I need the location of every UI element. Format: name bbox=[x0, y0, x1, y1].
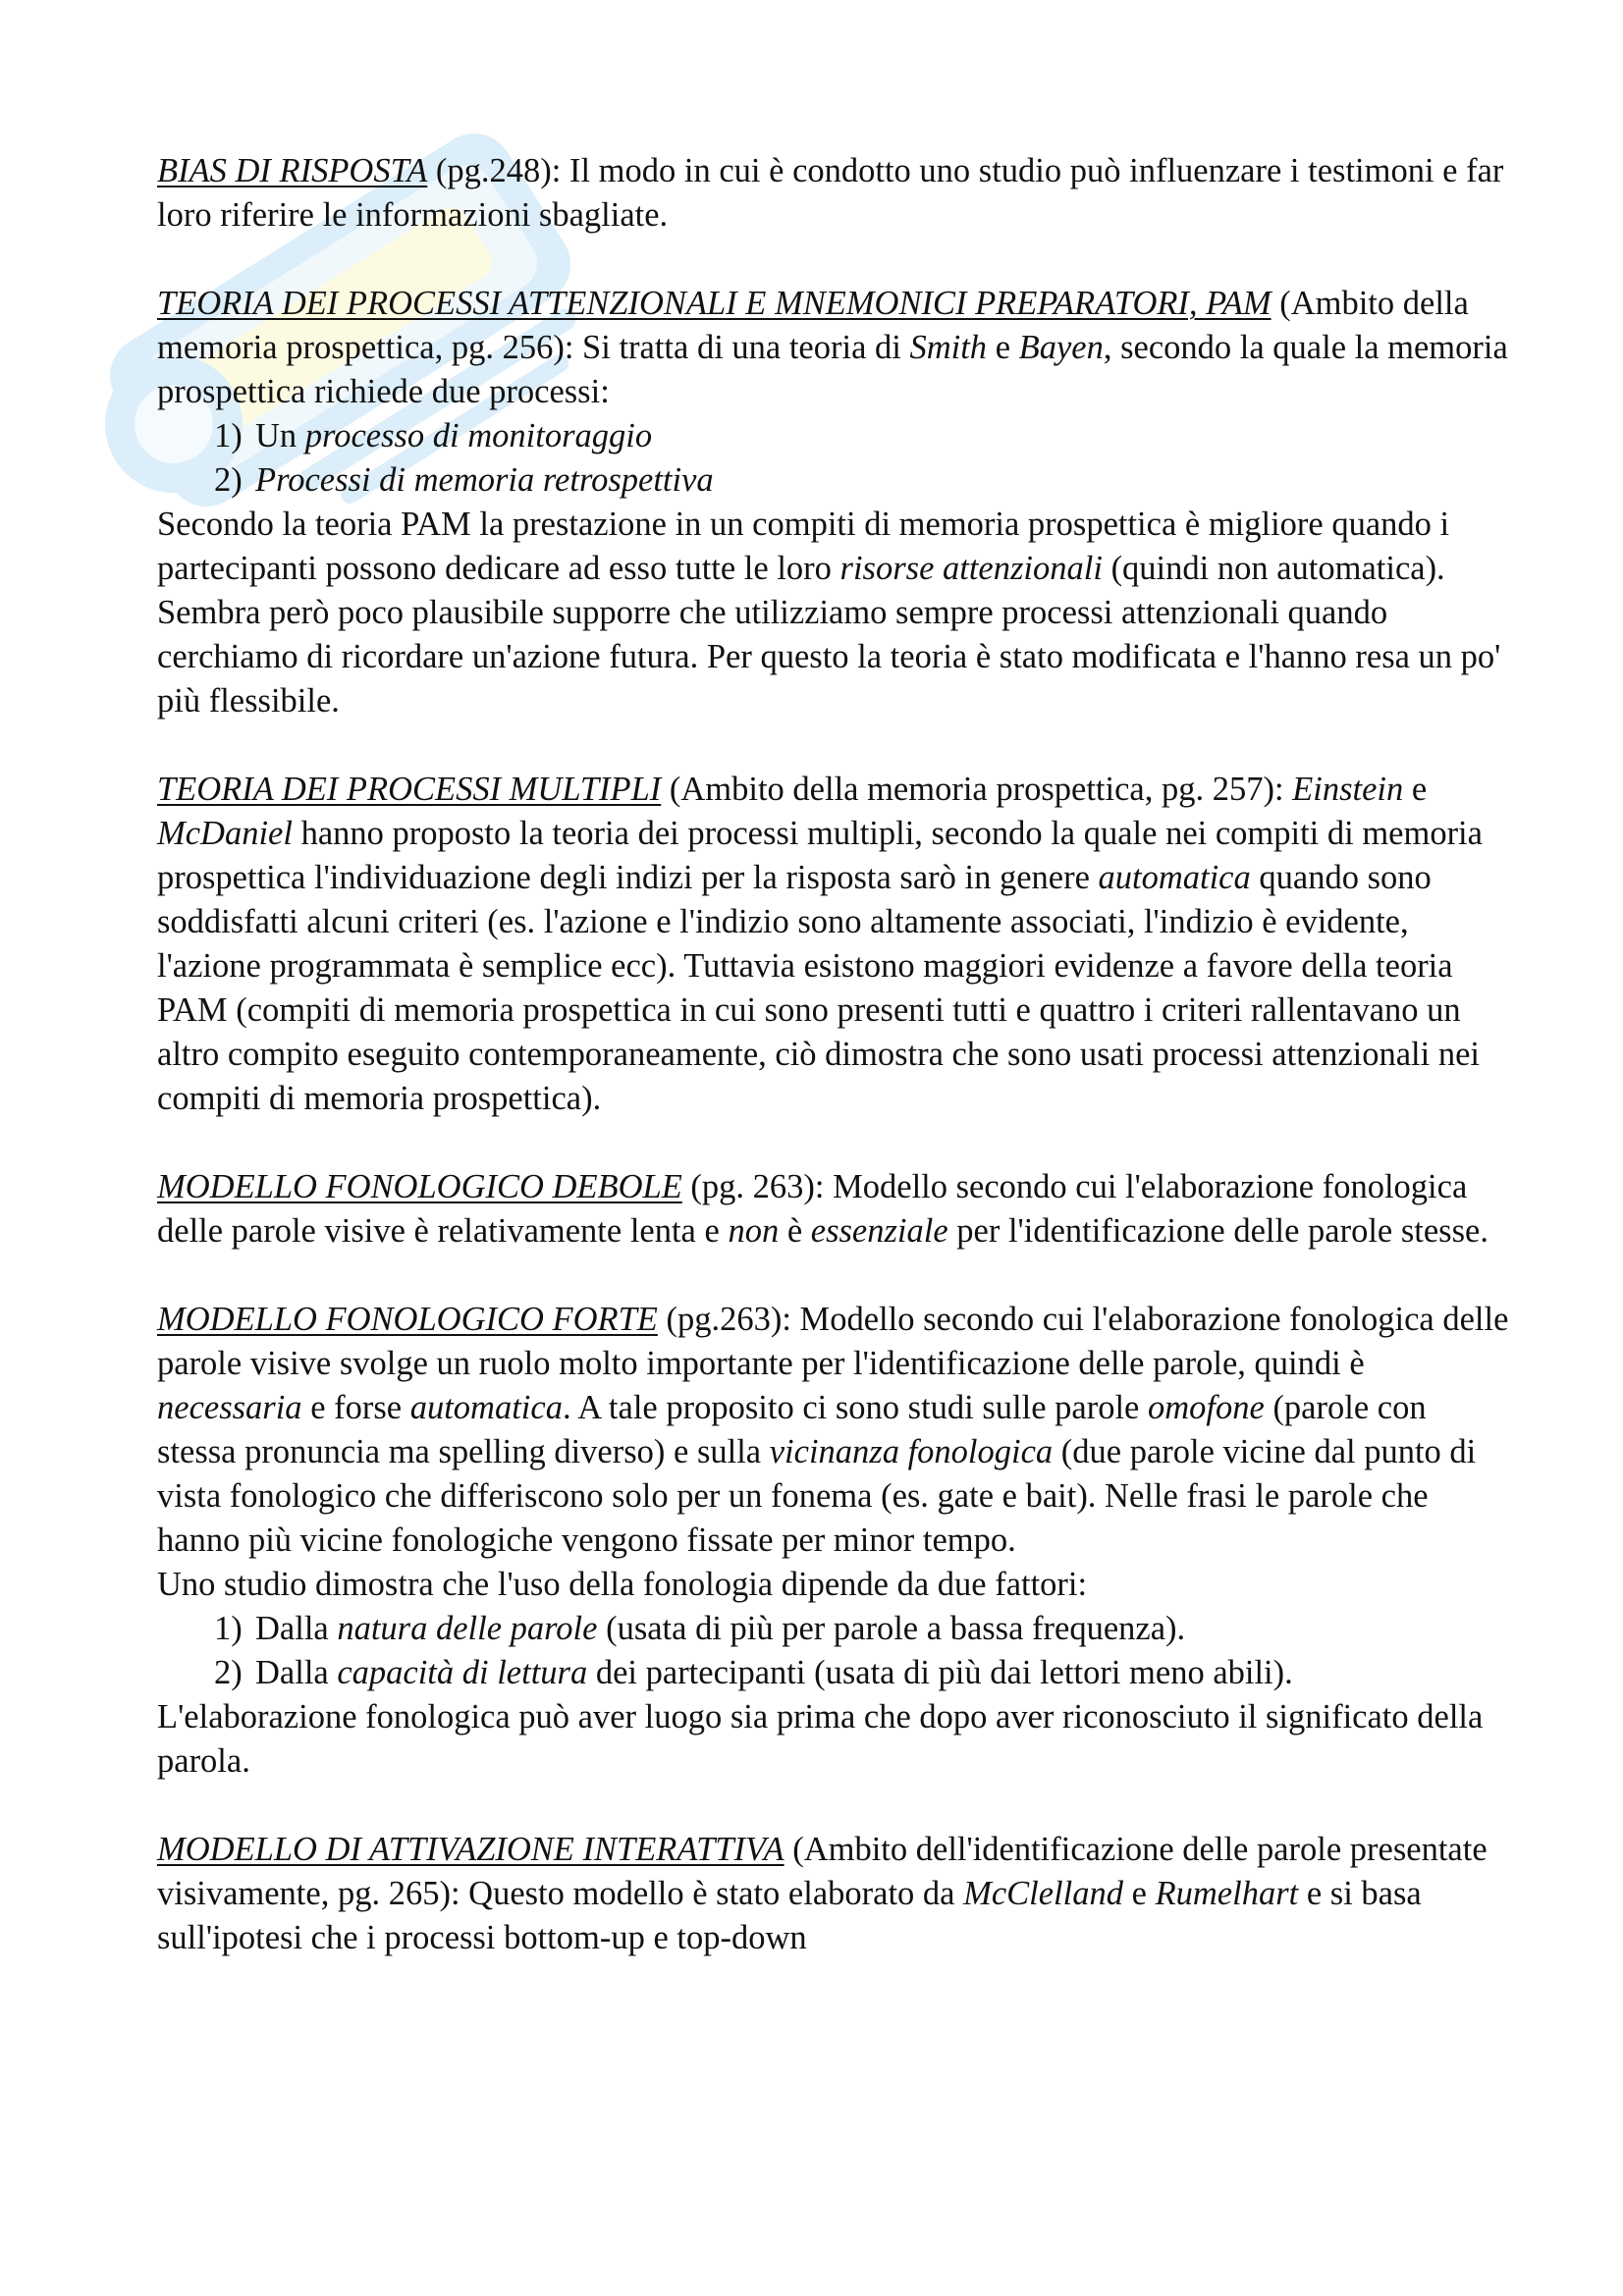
text-run: (usata di più per parole a bassa frequenza). bbox=[597, 1610, 1186, 1647]
author-name: McDaniel bbox=[157, 815, 293, 852]
emphasis: non bbox=[728, 1212, 780, 1250]
paragraph bbox=[157, 1298, 1512, 1563]
list-item bbox=[214, 458, 1512, 503]
text-run: (quindi non automatica). Sembra però poco plausibile supporre che utilizziamo sempre processi attenzionali quando cerchiamo di ricordare un'azione futura. Per questo la teoria è stato modificata e l'hanno resa un po' più flessibile. bbox=[157, 550, 1501, 720]
text-run: Dalla bbox=[255, 1610, 338, 1647]
text-run: e bbox=[1403, 771, 1428, 808]
text-run: . A tale proposito ci sono studi sulle parole bbox=[562, 1389, 1148, 1426]
term-heading: TEORIA DEI PROCESSI MULTIPLI bbox=[157, 771, 662, 808]
emphasis: automatica bbox=[1098, 859, 1251, 896]
text-run: e bbox=[987, 329, 1019, 366]
list-item bbox=[214, 414, 1512, 458]
emphasis: automatica bbox=[409, 1389, 563, 1426]
author-name: Einstein bbox=[1292, 771, 1404, 808]
text-run: è bbox=[779, 1212, 811, 1250]
document-body bbox=[157, 149, 1512, 2004]
text-run: (pg.263): Modello secondo cui l'elaborazione fonologica delle parole visive svolge un ruolo molto importante per l'identificazione delle parole, quindi è bbox=[157, 1301, 1509, 1382]
section-teoria-pam bbox=[157, 282, 1512, 723]
term-heading: MODELLO FONOLOGICO DEBOLE bbox=[157, 1168, 682, 1205]
paragraph bbox=[157, 503, 1512, 723]
text-run: (due parole vicine dal punto di vista fonologico che differiscono solo per un fonema (es. gate e bait). Nelle frasi le parole che hanno più vicine fonologiche vengono fissate per minor tempo. bbox=[157, 1433, 1477, 1559]
paragraph bbox=[157, 1828, 1512, 1960]
text-run: (pg. 263): Modello secondo cui l'elaborazione fonologica delle parole visive è relativamente lenta e bbox=[157, 1168, 1468, 1250]
text-run: Dalla bbox=[255, 1654, 338, 1691]
numbered-list bbox=[157, 414, 1512, 503]
text-run: (Ambito dell'identificazione delle parole presentate visivamente, pg. 265): Questo modello è stato elaborato da bbox=[157, 1831, 1488, 1912]
emphasis: essenziale bbox=[810, 1212, 948, 1250]
text-run: (pg.248): Il modo in cui è condotto uno studio può influenzare i testimoni e far loro riferire le informazioni sbagliate. bbox=[157, 152, 1504, 234]
term-heading: BIAS DI RISPOSTA bbox=[157, 152, 428, 189]
emphasis: vicinanza fonologica bbox=[769, 1433, 1054, 1470]
emphasis: processo di monitoraggio bbox=[304, 417, 653, 454]
section-modello-fonologico-debole bbox=[157, 1165, 1512, 1254]
text-run: (parole con stessa pronuncia ma spelling diverso) e sulla bbox=[157, 1389, 1427, 1470]
paragraph bbox=[157, 768, 1512, 1121]
paragraph bbox=[157, 149, 1512, 238]
term-heading: TEORIA DEI PROCESSI ATTENZIONALI E MNEMONICI PREPARATORI, PAM bbox=[157, 285, 1271, 322]
list-number: 2) bbox=[214, 461, 243, 499]
numbered-list bbox=[157, 1607, 1512, 1695]
emphasis: natura delle parole bbox=[337, 1610, 598, 1647]
paragraph bbox=[157, 1165, 1512, 1254]
text-run: quando sono soddisfatti alcuni criteri (es. l'azione e l'indizio sono altamente associati, l'indizio è evidente, l'azione programmata è semplice ecc). Tuttavia esistono maggiori evidenze a favore della teoria PAM (compiti di memoria prospettica in cui sono presenti tutti e quattro i criteri rallentavano un altro compito eseguito contemporaneamente, ciò dimostra che sono usati processi attenzionali nei compiti di memoria prospettica). bbox=[157, 859, 1480, 1117]
list-number: 2) bbox=[214, 1654, 243, 1691]
list-item bbox=[214, 1651, 1512, 1695]
list-number: 1) bbox=[214, 417, 243, 454]
section-bias-di-risposta bbox=[157, 149, 1512, 238]
text-run: e bbox=[1122, 1875, 1156, 1912]
emphasis: risorse attenzionali bbox=[839, 550, 1103, 587]
section-attivazione-interattiva bbox=[157, 1828, 1512, 1960]
text-run: e forse bbox=[301, 1389, 410, 1426]
author-name: Smith bbox=[909, 329, 988, 366]
author-name: Rumelhart bbox=[1155, 1875, 1299, 1912]
paragraph: Uno studio dimostra che l'uso della fonologia dipende da due fattori: bbox=[157, 1566, 1088, 1603]
section-modello-fonologico-forte bbox=[157, 1298, 1512, 1784]
emphasis: omofone bbox=[1147, 1389, 1265, 1426]
text-run: dei partecipanti (usata di più dai lettori meno abili). bbox=[587, 1654, 1293, 1691]
text-run: e si basa sull'ipotesi che i processi bottom-up e top-down bbox=[157, 1875, 1422, 1956]
term-heading: MODELLO FONOLOGICO FORTE bbox=[157, 1301, 658, 1338]
text-run: hanno proposto la teoria dei processi multipli, secondo la quale nei compiti di memoria prospettica l'individuazione degli indizi per la risposta sarò in genere bbox=[157, 815, 1483, 896]
text-run: , secondo la quale la memoria prospettica richiede due processi: bbox=[157, 329, 1508, 410]
text-run: (Ambito della memoria prospettica, pg. 256): Si tratta di una teoria di bbox=[157, 285, 1469, 366]
paragraph bbox=[157, 282, 1512, 414]
author-name: Bayen bbox=[1018, 329, 1104, 366]
list-number: 1) bbox=[214, 1610, 243, 1647]
text-run: Secondo la teoria PAM la prestazione in un compiti di memoria prospettica è migliore quando i partecipanti possono dedicare ad esso tutte le loro bbox=[157, 506, 1450, 587]
emphasis: Processi di memoria retrospettiva bbox=[255, 461, 714, 499]
text-run: Un bbox=[255, 417, 305, 454]
author-name: McClelland bbox=[963, 1875, 1123, 1912]
text-run: (Ambito della memoria prospettica, pg. 257): bbox=[661, 771, 1293, 808]
emphasis: capacità di lettura bbox=[337, 1654, 588, 1691]
emphasis: necessaria bbox=[157, 1389, 302, 1426]
paragraph: L'elaborazione fonologica può aver luogo sia prima che dopo aver riconosciuto il significato della parola. bbox=[157, 1698, 1484, 1780]
term-heading: MODELLO DI ATTIVAZIONE INTERATTIVA bbox=[157, 1831, 784, 1868]
section-processi-multipli bbox=[157, 768, 1512, 1121]
text-run: per l'identificazione delle parole stesse. bbox=[947, 1212, 1488, 1250]
list-item bbox=[214, 1607, 1512, 1651]
